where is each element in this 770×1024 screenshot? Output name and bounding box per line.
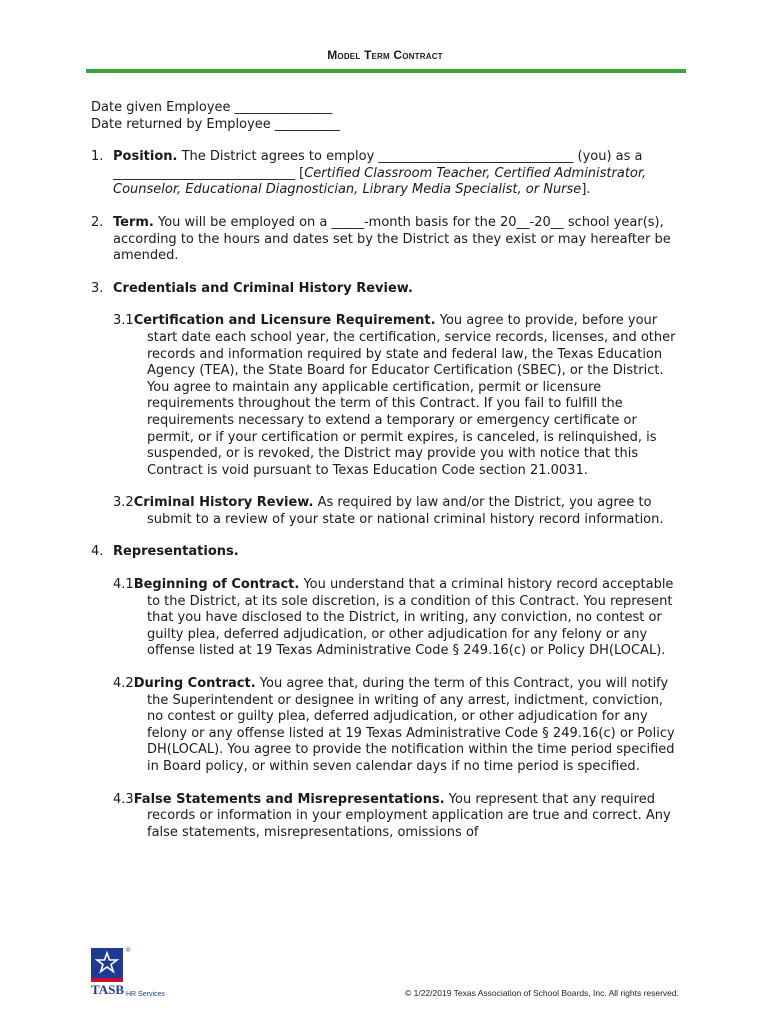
subsection-body: You agree that, during the term of this Contract, you will notify the Superintendent or designee in writing of any arrest, indictment, conviction, no contest or guilty plea, deferred adjudication, or other adjudication for any felony or any offense listed at 19 Texas Administrative Code § 249.16(c) or Policy DH(LOCAL). You agree to provide the notification within the time period specified in Board policy, or within seven calendar days if no time period is specified. [147, 676, 675, 774]
section-title: Term. [113, 214, 154, 230]
tasb-logo-graphic [90, 944, 180, 1000]
page-title: Model Term Contract [327, 48, 443, 62]
subsection-number: 3.1 [113, 313, 134, 329]
subsection-beginning [113, 577, 683, 660]
section-number: 2. [91, 214, 104, 230]
tasb-logo [90, 944, 180, 1000]
section-number: 3. [91, 280, 104, 296]
subsection-text [113, 577, 683, 660]
copyright-notice: © 1/22/2019 Texas Association of School Boards, Inc. All rights reserved. [404, 988, 679, 998]
section-text [113, 215, 683, 265]
subsection-number: 4.2 [113, 676, 134, 692]
section-credentials [91, 281, 683, 529]
subsection-number: 4.1 [113, 577, 134, 593]
date-lines [91, 100, 683, 133]
subsection-body: You understand that a criminal history record acceptable to the District, at its sole discretion, is a condition of this Contract. You represent that you have disclosed to the District, in writing, any conviction, no contest or guilty plea, deferred adjudication, or other adjudication for any felony or any offense listed at 19 Texas Administrative Code § 249.16(c) or Policy DH(LOCAL). [147, 577, 674, 659]
document-body [91, 100, 683, 841]
section-body-end: ]. [581, 182, 591, 198]
date-given-line: Date given Employee _______________ [91, 100, 333, 115]
subsection-text [113, 676, 683, 776]
header-divider [86, 69, 686, 73]
date-returned-line: Date returned by Employee __________ [91, 116, 340, 132]
section-title: Credentials and Criminal History Review. [113, 280, 413, 296]
section-position [91, 149, 683, 199]
subsection-number: 3.2 [113, 495, 134, 511]
subsection-text [113, 791, 683, 842]
subsection-false-statements [113, 792, 683, 842]
subsection-criminal-history [113, 495, 683, 528]
subsection-body: You agree to provide, before your start date each school year, the certification, service records, licenses, and other records and information required by state and federal law, the Texas Education Agency (TEA), the State Board for Educator Certification (SBEC), or the District. You agree to maintain any applicable certification, permit or licensure requirements throughout the term of this Contract. If you fail to fulfill the requirements necessary to extend a temporary or emergency certificate or permit, or if your certification or permit expires, is canceled, is relinquished, is suspended, or is revoked, the District may provide you with notice that this Contract is void pursuant to Texas Education Code section 21.0031. [147, 313, 676, 478]
section-title: Representations. [113, 544, 239, 560]
section-number: 1. [91, 149, 104, 165]
subsection-certification [113, 313, 683, 479]
section-text [113, 149, 683, 199]
logo-registered-mark: ® [126, 948, 131, 954]
subsection-title: Criminal History Review. [133, 495, 314, 511]
subsection-title: False Statements and Misrepresentations. [133, 791, 445, 807]
subsection-title: Beginning of Contract. [133, 577, 300, 593]
subsection-text [113, 495, 683, 528]
subsection-title: Certification and Licensure Requirement. [133, 313, 436, 329]
section-title: Position. [113, 149, 178, 165]
subsection-number: 4.3 [113, 791, 134, 807]
subsection-text [113, 313, 683, 479]
subsection-body: You represent that any required records or information in your employment application are true and correct. Any false statements, misrepresentations, omissions of [147, 791, 671, 840]
section-body: The District agrees to employ ______________________________ (you) as a ____________________________ [ [113, 149, 643, 181]
section-term [91, 215, 683, 265]
section-number: 4. [91, 544, 104, 560]
section-text [113, 544, 683, 561]
section-representations [91, 544, 683, 841]
subsection-body: As required by law and/or the District, you agree to submit to a review of your state or national criminal history record information. [147, 495, 664, 527]
subsection-during [113, 676, 683, 776]
subsection-title: During Contract. [133, 676, 256, 692]
logo-subtitle: HR Services [126, 991, 165, 998]
section-body: You will be employed on a _____-month basis for the 20__-20__ school year(s), according to the hours and dates set by the District as they exist or may hereafter be amended. [113, 214, 671, 264]
section-text [113, 281, 683, 298]
section-italic: Certified Classroom Teacher, Certified Administrator, Counselor, Educational Diagnostician, Library Media Specialist, or Nurse [113, 165, 647, 198]
logo-wordmark: TASB [91, 982, 124, 997]
